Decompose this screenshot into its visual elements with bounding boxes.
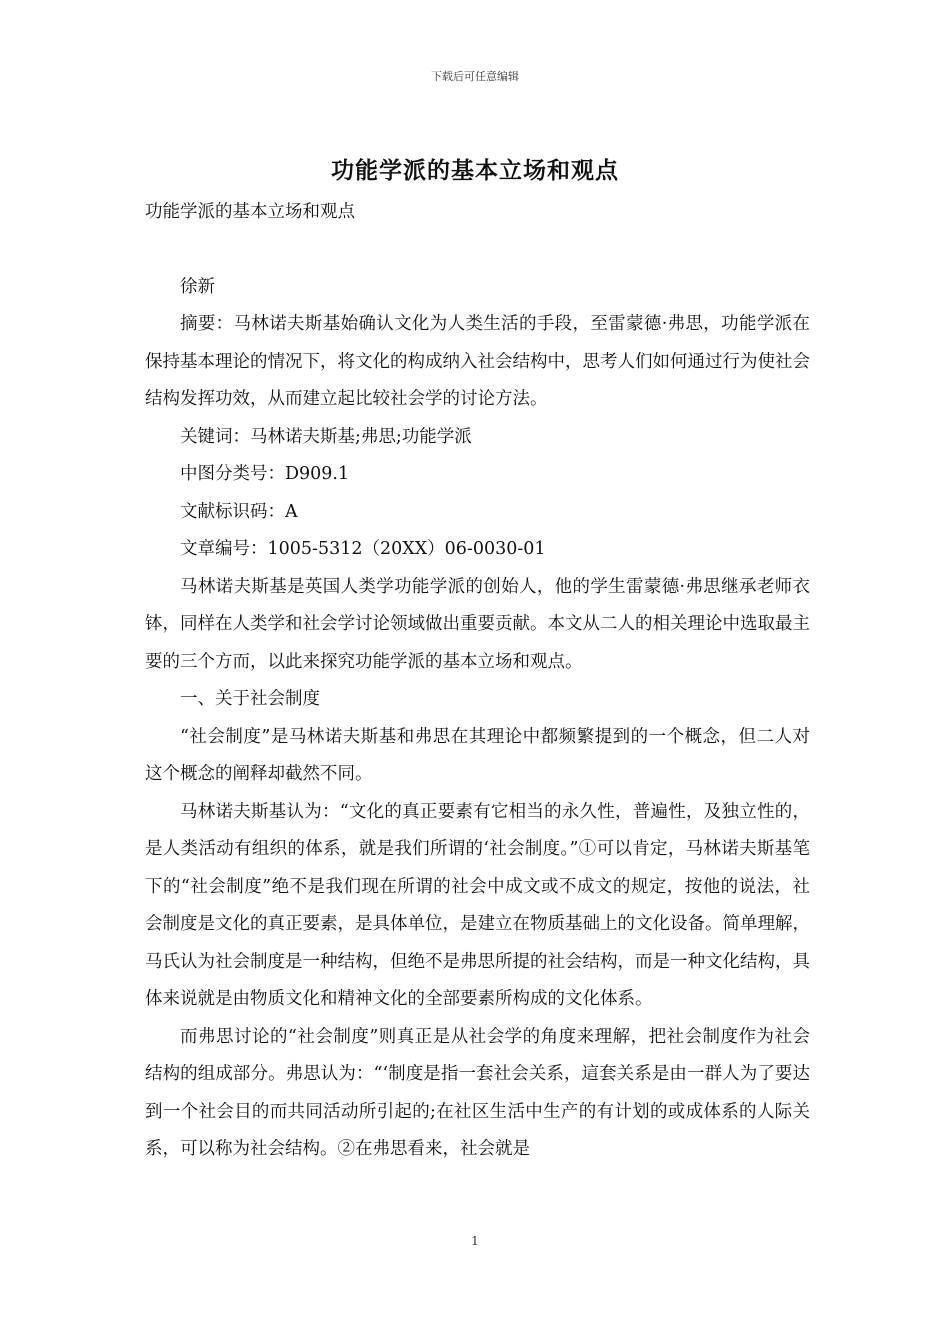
- author: 徐新: [180, 276, 215, 297]
- section-heading: 一、关于社会制度: [180, 689, 320, 709]
- document-code: 文献标识码：A: [180, 501, 298, 522]
- clc-number: 中图分类号：D909.1: [180, 464, 350, 484]
- keywords: 关键词：马林诺夫斯基;弗思;功能学派: [180, 426, 472, 447]
- paragraph: 马林诺夫斯基是英国人类学功能学派的创始人，他的学生雷蒙德·弗思继承老师衣钵，同样在人类学和社会学讨论领域做出重要贡献。本文从二人的相关理论中选取最主要的三个方而，以此来探究功能学派的基本立场和观点。: [145, 576, 810, 672]
- paragraph: “社会制度”是马林诺夫斯基和弗思在其理论中都频繁提到的一个概念，但二人对这个概念的阐释却截然不同。: [145, 726, 810, 784]
- page-number: 1: [471, 1234, 479, 1248]
- abstract: 摘要：马林诺夫斯基始确认文化为人类生活的手段，至雷蒙德·弗思，功能学派在保持基本理论的情况下，将文化的构成纳入社会结构中，思考人们如何通过行为使社会结构发挥功效，从而建立起比较社会学的讨论方法。: [145, 314, 810, 409]
- document-body: [145, 194, 810, 1169]
- paragraph: 马林诺夫斯基认为：“文化的真正要素有它相当的永久性，普遍性，及独立性的，是人类活动有组织的体系，就是我们所谓的‘社会制度。”①可以肯定，马林诺夫斯基笔下的“社会制度”绝不是我们现在所谓的社会中成文或不成文的规定，按他的说法，社会制度是文化的真正要素，是具体单位，是建立在物质基础上的文化设备。简单理解，马氏认为社会制度是一种结构，但绝不是弗思所提的社会结构，而是一种文化结构，具体来说就是由物质文化和精神文化的全部要素所构成的文化体系。: [145, 801, 810, 1009]
- page-header: 下载后可任意编辑: [431, 70, 519, 83]
- subtitle: 功能学派的基本立场和观点: [145, 202, 355, 222]
- article-number: 文章编号：1005-5312（20XX）06-0030-01: [180, 539, 546, 559]
- document-title: 功能学派的基本立场和观点: [331, 157, 619, 184]
- paragraph: 而弗思讨论的“社会制度”则真正是从社会学的角度来理解，把社会制度作为社会结构的组成部分。弗思认为：“‘制度是指一套社会关系，這套关系是由一群人为了要达到一个社会目的而共同活动所引起的;在社区生活中生产的有计划的或成体系的人际关系，可以称为社会结构。②在弗思看来，社会就是: [145, 1026, 810, 1159]
